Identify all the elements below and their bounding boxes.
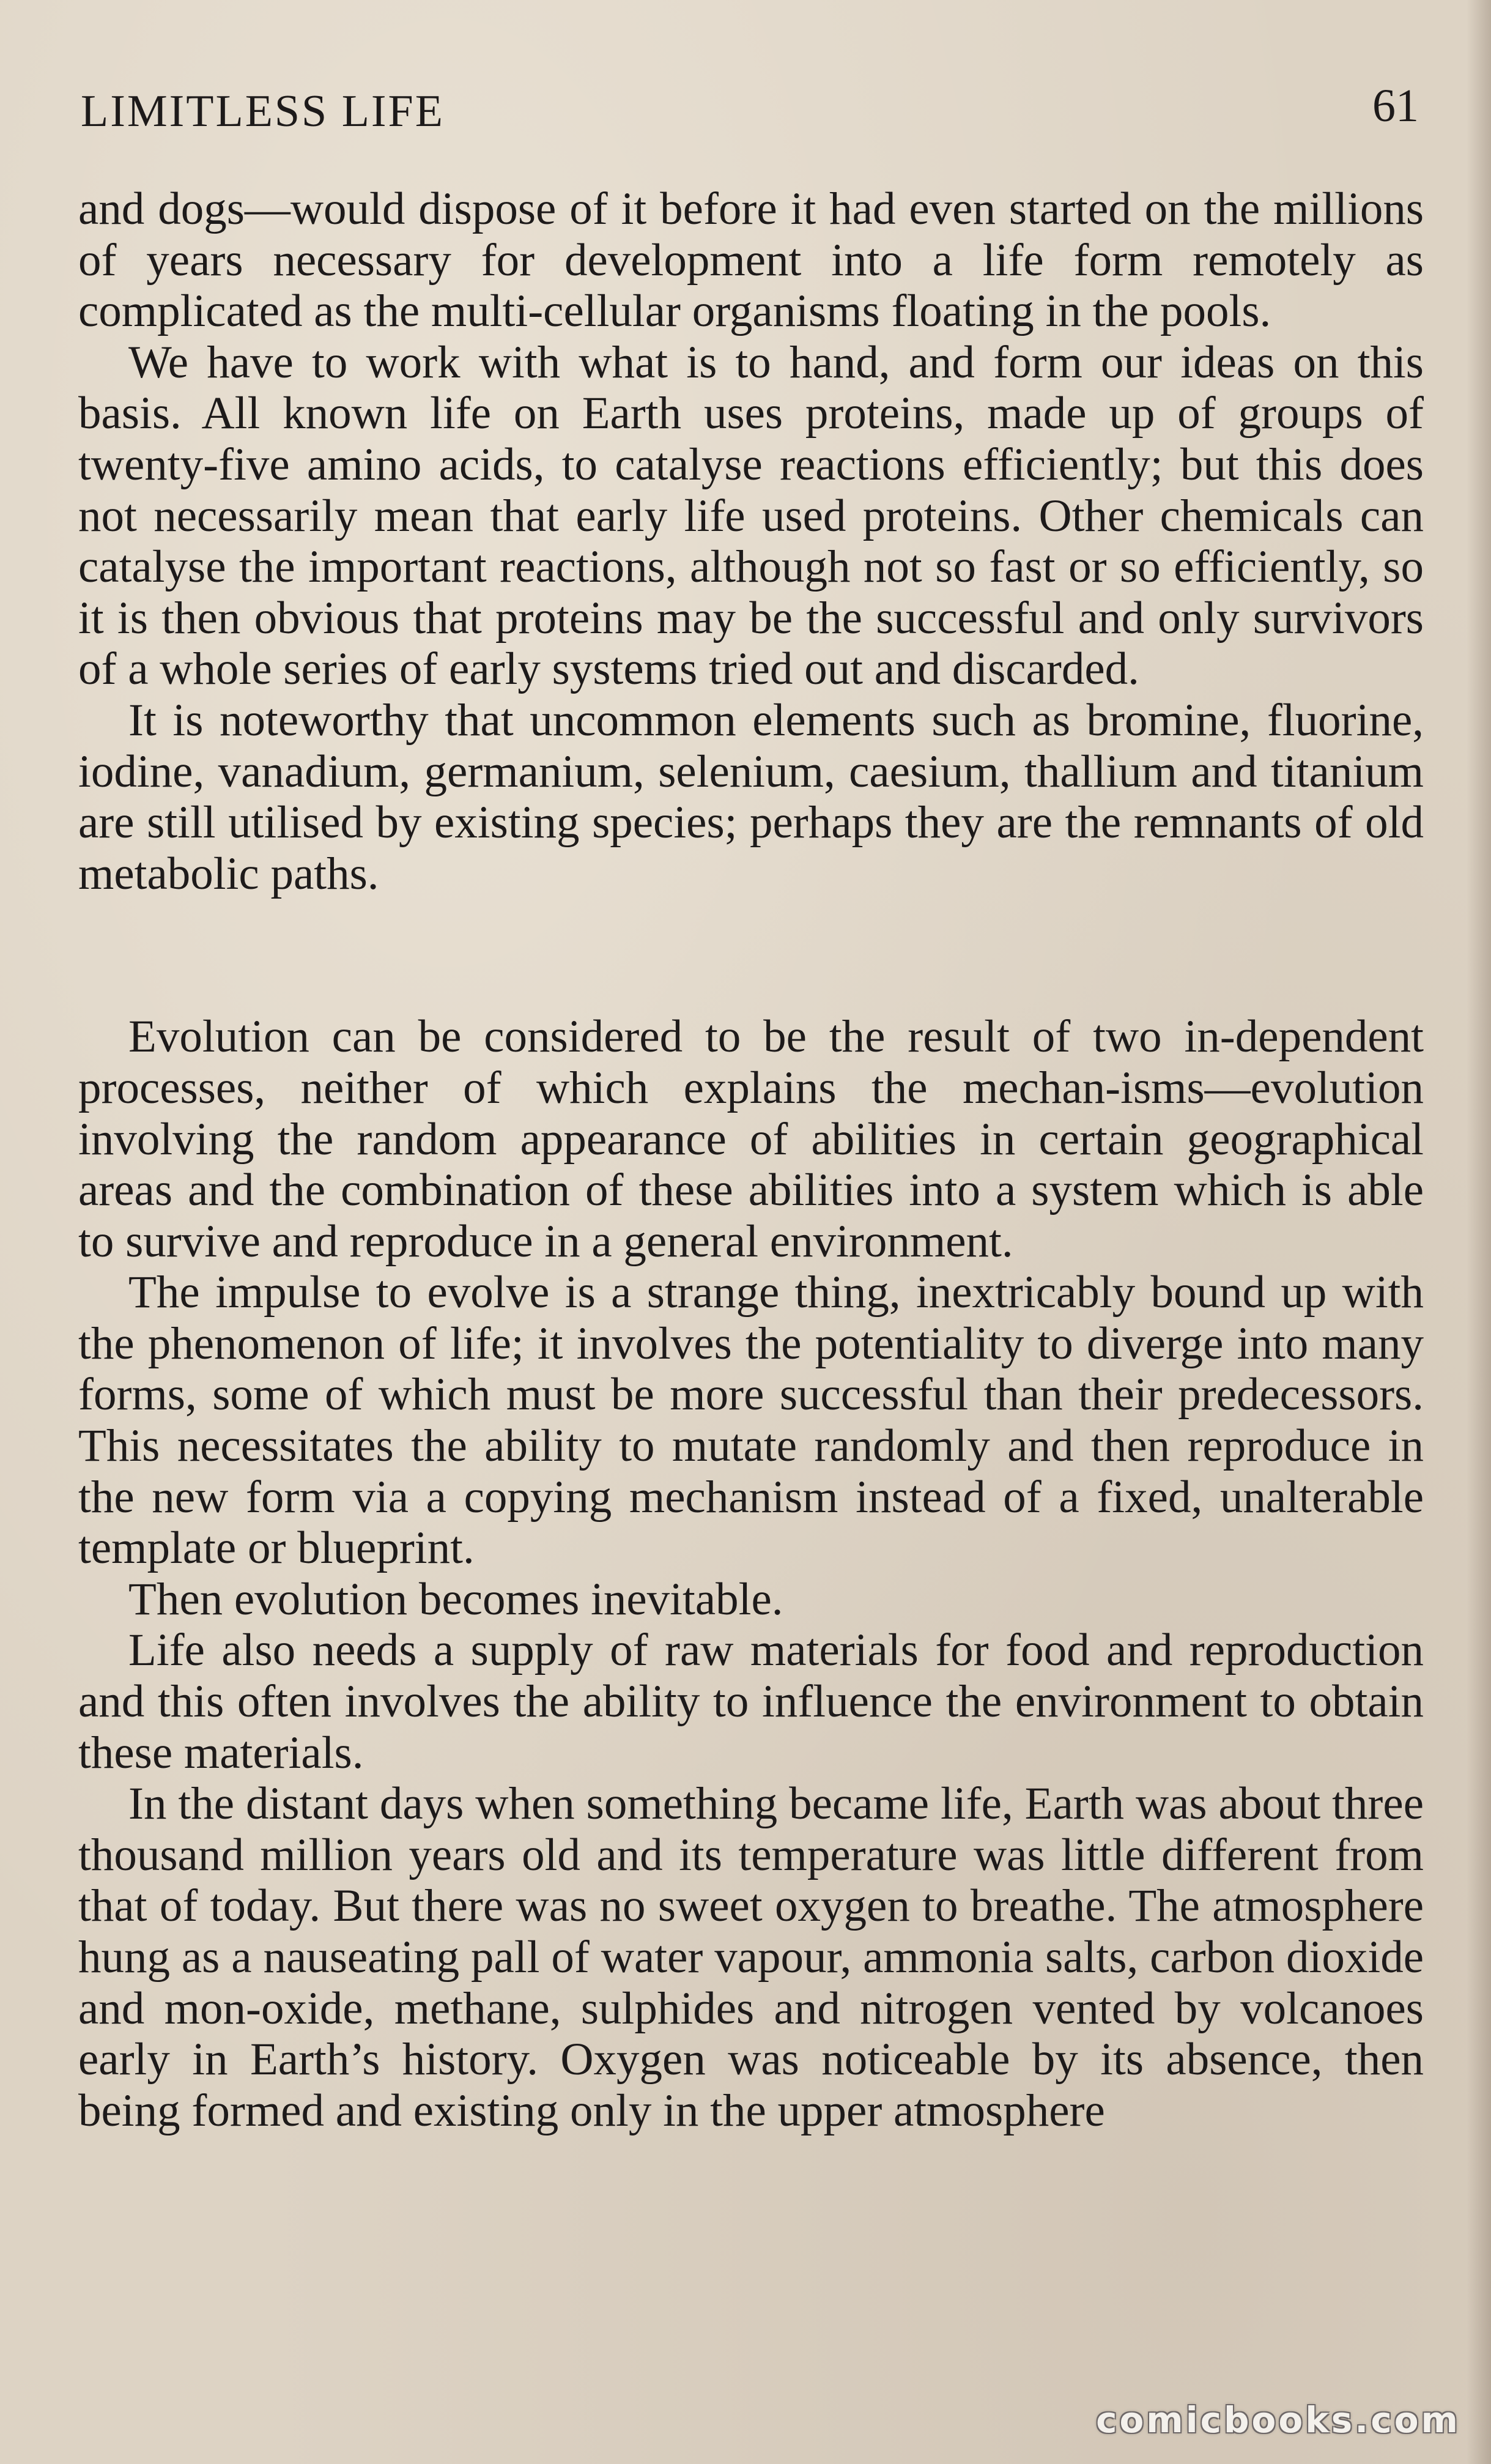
body-text <box>78 184 1424 2136</box>
paragraph: Evolution can be considered to be the result of two in-dependent processes, neither of which explains the mechan-isms—evolution involving the random appearance of abilities in certain geographical areas and the combination of these abilities into a system which is able to survive and reproduce in a general environment. <box>78 1011 1424 1267</box>
page-number: 61 <box>1372 80 1419 132</box>
paragraph: The impulse to evolve is a strange thing, inextricably bound up with the phenomenon of life; it involves the potentiality to diverge into many forms, some of which must be more successful than their predecessors. This necessitates the ability to mutate randomly and then reproduce in the new form via a copying mechanism instead of a fixed, unalterable template or blueprint. <box>78 1267 1424 1574</box>
page-edge-shadow <box>1467 0 1491 2464</box>
paragraph: It is noteworthy that uncommon elements such as bromine, fluorine, iodine, vanadium, germanium, selenium, caesium, thallium and titanium are still utilised by existing species; perhaps they are the remnants of old metabolic paths. <box>78 694 1424 899</box>
paragraph: Then evolution becomes inevitable. <box>128 1573 783 1625</box>
paragraph: Life also needs a supply of raw materials for food and reproduction and this often involves the ability to influence the environment to obtain these materials. <box>78 1625 1424 1778</box>
watermark: comicbooks.com <box>1096 2399 1460 2441</box>
page-header <box>81 80 1419 153</box>
paragraph: In the distant days when something became life, Earth was about three thousand million years old and its temperature was little different from that of today. But there was no sweet oxygen to breathe. The atmosphere hung as a nauseating pall of water vapour, ammonia salts, carbon dioxide and mon-oxide, methane, sulphides and nitrogen vented by volcanoes early in Earth’s history. Oxygen was noticeable by its absence, then being formed and existing only in the upper atmosphere <box>78 1778 1424 2136</box>
paragraph: and dogs—would dispose of it before it had even started on the millions of years necessary for development into a life form remotely as complicated as the multi-cellular organisms floating in the pools. <box>78 184 1424 337</box>
paragraph: We have to work with what is to hand, and form our ideas on this basis. All known life on Earth uses proteins, made up of groups of twenty-five amino acids, to catalyse reactions efficiently; but this does not necessarily mean that early life used proteins. Other chemicals can catalyse the important reactions, although not so fast or so efficiently, so it is then obvious that proteins may be the successful and only survivors of a whole series of early systems tried out and discarded. <box>78 336 1424 695</box>
running-head: LIMITLESS LIFE <box>81 86 445 136</box>
section-break <box>78 899 1424 1011</box>
